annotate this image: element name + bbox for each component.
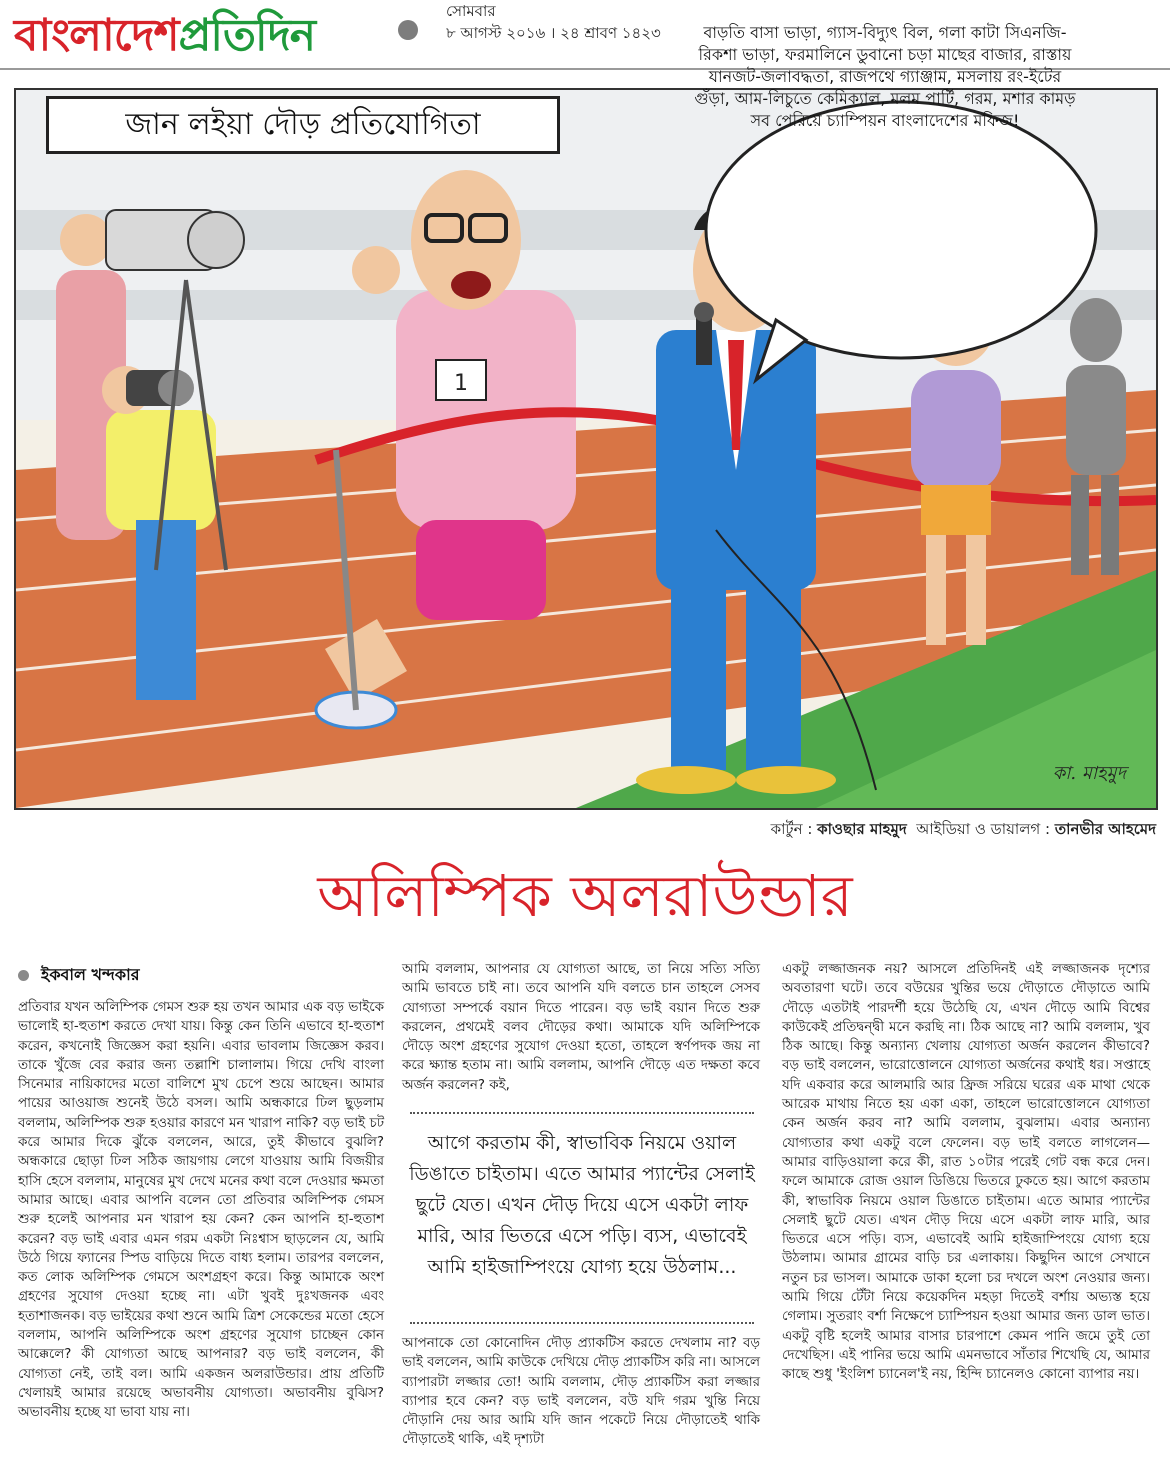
- logo-green-part: প্রতিদিন: [178, 10, 315, 61]
- article-paragraph: আমি বললাম, আপনার যে যোগ্যতা আছে, তা নিয়ে সত্যি সত্যি আমি ভাবতে চাই না। তবে আপনি যদি বলতে চান তাহলে সেসব যোগ্যতা সম্পর্কে বয়ান দিতে পারেন। বড় ভাই বয়ান দিতে শুরু করলেন, প্রথমেই বলব দৌড়ের কথা। আমাকে যদি অলিম্পিকে দৌড়ে অংশ গ্রহণের সুযোগ দেওয়া হতো, তাহলে স্বর্ণপদক জয় না করে ক্ষ্যান্ত হতাম না। আমি বললাম, আপনি দৌড়ে এত দক্ষতা কবে অর্জন করলেন? কই,: [402, 962, 760, 1093]
- newspaper-logo[interactable]: [14, 2, 315, 75]
- logo-red-part: বাংলাদেশ: [14, 10, 179, 61]
- article-paragraph: একটু লজ্জাজনক নয়? আসলে প্রতিদিনই এই লজ্জাজনক দৃশ্যের অবতারণা ঘটে। তবে বউয়ের খুন্তির ভয়ে দৌড়াতে দৌড়াতে আমি দৌড়ে এতটাই পারদর্শী হয়ে উঠেছি যে, এখন দৌড়ে আমি বিশ্বের কাউকেই প্রতিদ্বন্দ্বী মনে করছি না। ঠিক আছে না? আমি বললাম, খুব ঠিক আছে। কিন্তু অন্যান্য খেলায় যোগ্যতা অর্জন করলেন কীভাবে? বড় ভাই বললেন, ভারোত্তোলনে যোগ্যতা অর্জনের কথাই ধর। সপ্তাহে যদি একবার করে আলমারি আর ফ্রিজ সরিয়ে ঘরের এক মাথা থেকে আরেক মাথায় নিতে হয় একা একা, তাহলে ভারোত্তোলনে যোগ্যতা কেন অর্জন করব না? আমি বললাম, বুঝলাম। এবার অন্যান্য যোগ্যতার কথা একটু বলে ফেলেন। বড় ভাই বলতে লাগলেন— আমার বাড়িওয়ালা করে কী, রাত ১০টার পরেই গেট বন্ধ করে দেন। ফলে আমাকে রোজ ওয়াল ডিঙিয়ে ভিতরে ঢুকতে হয়। আগে করতাম কী, স্বাভাবিক নিয়মে ওয়াল ডিঙাতে চাইতাম। এতে আমার প্যান্টের সেলাই ছুটে যেত। এখন দৌড় দিয়ে এসে একটা লাফ মারি, আর ভিতরে এসে পড়ি। ব্যস, এভাবেই আমি হাইজাম্পিংয়ে যোগ্য হয়ে উঠলাম। আমার গ্রামের বাড়ি চর এলাকায়। কিছুদিন আগে সেখানে নতুন চর ভাসল। আমাকে ডাকা হলো চর দখলে অংশ নেওয়ার জন্য। আমি গিয়ে টেঁটা নিয়ে কয়েকদিন মহড়া দিতেই বর্শায় অভ্যস্ত হয়ে গেলাম। সুতরাং বর্শা নিক্ষেপে চ্যাম্পিয়ন হওয়া আমার জন্য ডাল ভাত। একটু বৃষ্টি হলেই আমার বাসার চারপাশে কেমন পানি জমে তুই তো দেখেছিস। এই পানির ভয়ে আমি এমনভাবে সাঁতার শিখেছি যে, আমার কাছে শুধু 'ইংলিশ চ্যানেল'ই নয়, হিন্দি চ্যানেলও কোনো ব্যাপার নয়।: [782, 962, 1150, 1383]
- cartoon-title: জান লইয়া দৌড় প্রতিযোগিতা: [46, 96, 560, 154]
- speech-bubble-text: বাড়তি বাসা ভাড়া, গ্যাস-বিদ্যুৎ বিল, গলা কাটা সিএনজি-রিকশা ভাড়া, ফরমালিনে ডুবানো চড়া মাছের বাজার, রাস্তায় যানজট-জলাবদ্ধতা, রাজপথে গ্যাঞ্জাম, মসলায় রং-ইটের গুঁড়া, আম-লিচুতে কেমিক্যাল, মলম পার্টি, গরম, মশার কামড় সব পেরিয়ে চ্যাম্পিয়ন বাংলাদেশের মফিজ!: [694, 23, 1076, 130]
- article-paragraph: প্রতিবার যখন অলিম্পিক গেমস শুরু হয় তখন আমার এক বড় ভাইকে ভালোই হা-হুতাশ করতে দেখা যায়। কিন্তু কেন তিনি এভাবে হা-হুতাশ করেন, কখনোই জিজ্ঞেস করা হয়নি। এবার ভাবলাম জিজ্ঞেস করব। তাকে খুঁজে বের করার জন্য তল্লাশি চালালাম। গিয়ে দেখি বাংলা সিনেমার নায়িকাদের মতো বালিশে মুখ চেপে শুয়ে আছেন। আমার পায়ের আওয়াজ শুনেই উঠে বসল। আমি অন্ধকারে ঢিল ছুড়লাম বললাম, অলিম্পিক শুরু হওয়ার কারণে মন খারাপ নাকি? বড় ভাই চট করে আমার দিকে ঝুঁকে বললেন, আরে, তুই কীভাবে বুঝলি? অন্ধকারে ছোড়া ঢিল সঠিক জায়গায় লেগে যাওয়ায় আমি বিজয়ীর হাসি হেসে বললাম, মানুষের মুখ দেখে মনের কথা বলে দেওয়ার ক্ষমতা আমার আছে। এবার আপনি বলেন তো প্রতিবার অলিম্পিক গেমস শুরু হলেই আপনার মন খারাপ হয় কেন? কেন আপনি হা-হুতাশ করেন? বড় ভাই এবার এমন গরম একটা নিঃশ্বাস ছাড়লেন যে, আমি উঠে গিয়ে ফ্যানের স্পিড বাড়িয়ে দিতে বাধ্য হলাম। তারপর বললেন, কত লোক অলিম্পিক গেমসে অংশগ্রহণ করে। কিন্তু আমাকে অংশ গ্রহণের সুযোগ দেওয়া হচ্ছে না। এটা খুবই দুঃখজনক এবং হতাশাজনক। বড় ভাইয়ের কথা শুনে আমি ত্রিশ সেকেন্ডের মতো হেসে বললাম, আপনি অলিম্পিকে অংশ গ্রহণের সুযোগ চাচ্ছেন কোন আক্কেলে? কী যোগ্যতা আছে আপনার? বড় ভাই বললেন, কী যোগ্যতা নেই, তাই বল। আমি একজন অলরাউন্ডার। প্রায় প্রতিটি খেলায়ই আমার রয়েছে অভাবনীয় যোগ্যতা। অভাবনীয় বুঝিস? অভাবনীয় হচ্ছে যা ভাবা যায় না।: [18, 1000, 384, 1421]
- bib-number: 1: [454, 371, 468, 396]
- cartoon-credit: [0, 818, 1156, 843]
- article-column-2-top: [402, 960, 760, 1095]
- credit-cartoon-name: কাওছার মাহমুদ: [817, 820, 907, 838]
- article-column-1: [18, 998, 384, 1423]
- credit-idea-name: তানভীর আহমেদ: [1054, 820, 1156, 838]
- pull-quote: আগে করতাম কী, স্বাভাবিক নিয়মে ওয়াল ডিঙাতে চাইতাম। এতে আমার প্যান্টের সেলাই ছুটে যেত। এখন দৌড় দিয়ে এসে একটা লাফ মারি, আর ভিতরে এসে পড়ি। ব্যস, এভাবেই আমি হাইজাম্পিংয়ে যোগ্য হয়ে উঠলাম...: [409, 1132, 755, 1278]
- pull-quote-rule-bottom: [410, 1322, 754, 1324]
- article-headline: অলিম্পিক অলরাউন্ডার: [317, 862, 853, 930]
- issue-date: ৮ আগস্ট ২০১৬ । ২৪ শ্রাবণ ১৪২৩: [446, 24, 661, 42]
- credit-cartoon-label: কার্টুন :: [770, 820, 813, 838]
- bullet-dot-icon: [398, 20, 418, 40]
- cartoon-illustration: [14, 88, 1158, 810]
- cartoon-drawing: [16, 90, 1156, 808]
- pull-quote-rule-top: [410, 1112, 754, 1114]
- author-byline: [18, 962, 140, 989]
- artist-signature: কা. মাহমুদ: [1052, 763, 1126, 784]
- bullet-dot-icon: [18, 970, 29, 981]
- credit-idea-label: আইডিয়া ও ডায়ালগ :: [916, 820, 1051, 838]
- author-name: ইকবাল খন্দকার: [41, 965, 140, 984]
- article-column-3: [782, 960, 1150, 1385]
- speech-bubble: [706, 102, 1096, 358]
- article-paragraph: আপনাকে তো কোনোদিন দৌড় প্র্যাকটিস করতে দেখলাম না? বড় ভাই বললেন, আমি কাউকে দেখিয়ে দৌড় প্র্যাকটিস করি না। আসলে ব্যাপারটা লজ্জার তো! আমি বললাম, দৌড় প্র্যাকটিস করা লজ্জার ব্যাপার হবে কেন? বড় ভাই বললেন, বউ যদি গরম খুন্তি নিয়ে দৌড়ানি দেয় আর আমি যদি জান পকেটে নিয়ে দৌড়াতেই থাকি দৌড়াতেই থাকি, এই দৃশ্যটা: [402, 1336, 760, 1448]
- article-column-2-bottom: [402, 1334, 760, 1450]
- issue-day: সোমবার: [446, 2, 496, 20]
